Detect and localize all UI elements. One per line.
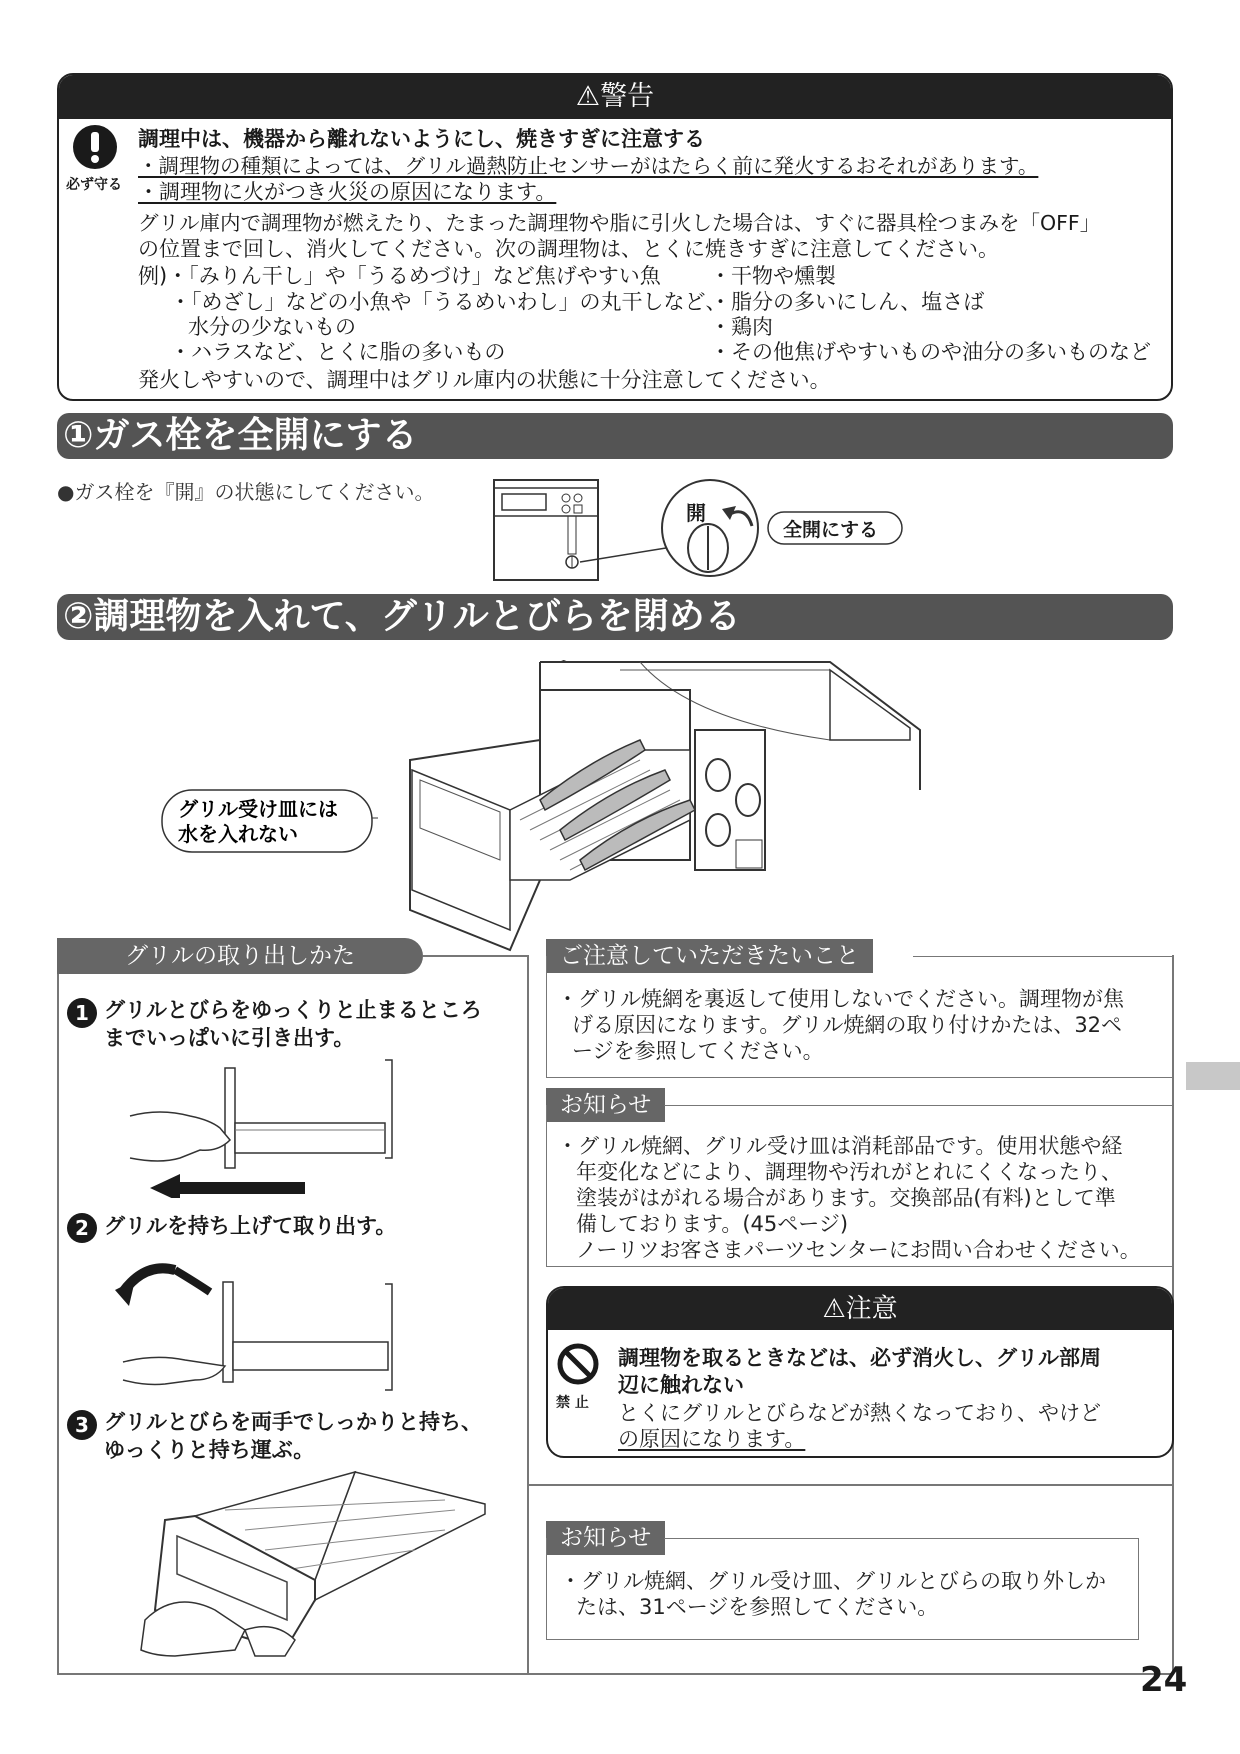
notice2-tab: お知らせ: [546, 1521, 665, 1555]
step2-illustration: [115, 1262, 405, 1396]
example-item: ・ハラスなど、とくに脂の多いもの: [170, 340, 506, 364]
notice2-topline: [664, 1538, 1139, 1539]
caution-body: とくにグリルとびらなどが熱くなっており、やけど: [618, 1401, 1101, 1425]
attention-text: ・グリル焼網を裏返して使用しないでください。調理物が焦: [557, 987, 1124, 1011]
notice1-text: 塗装がはがれる場合があります。交換部品(有料)として準: [576, 1186, 1116, 1210]
warning-title: 調理中は、機器から離れないようにし、焼きすぎに注意する: [138, 127, 705, 151]
notice1-topline: [664, 1105, 1174, 1106]
caution-header: ⚠注意: [548, 1288, 1172, 1330]
step1-number: 1: [67, 998, 97, 1028]
section2-title: ②調理物を入れて、グリルとびらを閉める: [57, 594, 1173, 640]
step3-text: グリルとびらを両手でしっかりと持ち、: [104, 1410, 482, 1434]
prohibit-icon: [556, 1342, 600, 1390]
attention-tab: ご注意していただきたいこと: [546, 939, 873, 973]
open-label: 開: [686, 501, 706, 525]
section1-instruction: ●ガス栓を『開』の状態にしてください。: [57, 480, 435, 504]
must-label: 必ず守る: [66, 177, 122, 193]
warning-bullet: ・調理物の種類によっては、グリル過熱防止センサーがはたらく前に発火するおそれがあります。: [138, 154, 1039, 178]
warning-bullet: ・調理物に火がつき火災の原因になります。: [138, 180, 557, 204]
side-index-tab: [1186, 1062, 1240, 1090]
water-warning-callout: [160, 788, 380, 858]
gas-valve-illustration: [490, 478, 910, 586]
page-number: 24: [1140, 1660, 1188, 1700]
warning-body: の位置まで回し、消火してください。次の調理物は、とくに焼きすぎに注意してください。: [138, 237, 999, 261]
example-item: 水分の少ないもの: [188, 315, 356, 339]
warning-body: グリル庫内で調理物が燃えたり、たまった調理物や脂に引火した場合は、すぐに器具栓つまみを「OFF」: [138, 211, 1101, 235]
example-item: ・その他焦げやすいものや油分の多いものなど: [710, 340, 1151, 364]
example-item: 例)・「みりん干し」や「うるめづけ」など焦げやすい魚: [138, 264, 661, 288]
example-item: ・「めざし」などの小魚や「うるめいわし」の丸干しなど、: [170, 290, 727, 314]
example-item: ・脂分の多いにしん、塩さば: [710, 290, 985, 314]
svg-text:グリル受け皿には: グリル受け皿には: [178, 797, 338, 821]
grill-removal-tab: グリルの取り出しかた: [57, 938, 423, 974]
step1-illustration: [120, 1058, 410, 1202]
step2-number: 2: [67, 1213, 97, 1243]
step3-text: ゆっくりと持ち運ぶ。: [104, 1438, 315, 1462]
notice1-text: ノーリツお客さまパーツセンターにお問い合わせください。: [576, 1238, 1141, 1262]
step2-text: グリルを持ち上げて取り出す。: [104, 1214, 397, 1238]
example-item: ・鶏肉: [710, 315, 773, 339]
notice2-text: たは、31ページを参照してください。: [576, 1595, 939, 1619]
caution-title: 辺に触れない: [618, 1373, 744, 1397]
attention-topline: [913, 956, 1174, 957]
step1-text: までいっぱいに引き出す。: [104, 1026, 355, 1050]
notice1-text: ・グリル焼網、グリル受け皿は消耗部品です。使用状態や経: [557, 1134, 1123, 1158]
warning-header: ⚠警告: [59, 75, 1171, 119]
notice1-tab: お知らせ: [546, 1088, 665, 1122]
step3-number: 3: [67, 1410, 97, 1440]
mandatory-icon: [72, 124, 118, 174]
attention-text: ージを参照してください。: [572, 1039, 824, 1063]
step3-illustration: [115, 1470, 495, 1664]
grill-removal-topline: [423, 955, 527, 957]
section1-title: ①ガス栓を全開にする: [57, 413, 1173, 459]
right-column-midline: [527, 1484, 1174, 1486]
notice2-text: ・グリル焼網、グリル受け皿、グリルとびらの取り外しか: [560, 1569, 1106, 1593]
caution-title: 調理物を取るときなどは、必ず消火し、グリル部周: [618, 1346, 1101, 1370]
full-open-callout: 全開にする: [783, 519, 879, 541]
warning-footer: 発火しやすいので、調理中はグリル庫内の状態に十分注意してください。: [138, 368, 831, 392]
attention-text: げる原因になります。グリル焼網の取り付けかたは、32ペ: [572, 1013, 1123, 1037]
caution-body: の原因になります。: [618, 1427, 806, 1451]
step1-text: グリルとびらをゆっくりと止まるところ: [104, 998, 482, 1022]
svg-text:水を入れない: 水を入れない: [178, 822, 298, 846]
notice1-text: 年変化などにより、調理物や汚れがとれにくくなったり、: [576, 1160, 1122, 1184]
example-item: ・干物や燻製: [710, 264, 836, 288]
notice1-text: 備しております。(45ページ): [576, 1212, 849, 1236]
prohibit-label: 禁 止: [556, 1395, 589, 1411]
grill-fish-illustration: [390, 660, 930, 974]
